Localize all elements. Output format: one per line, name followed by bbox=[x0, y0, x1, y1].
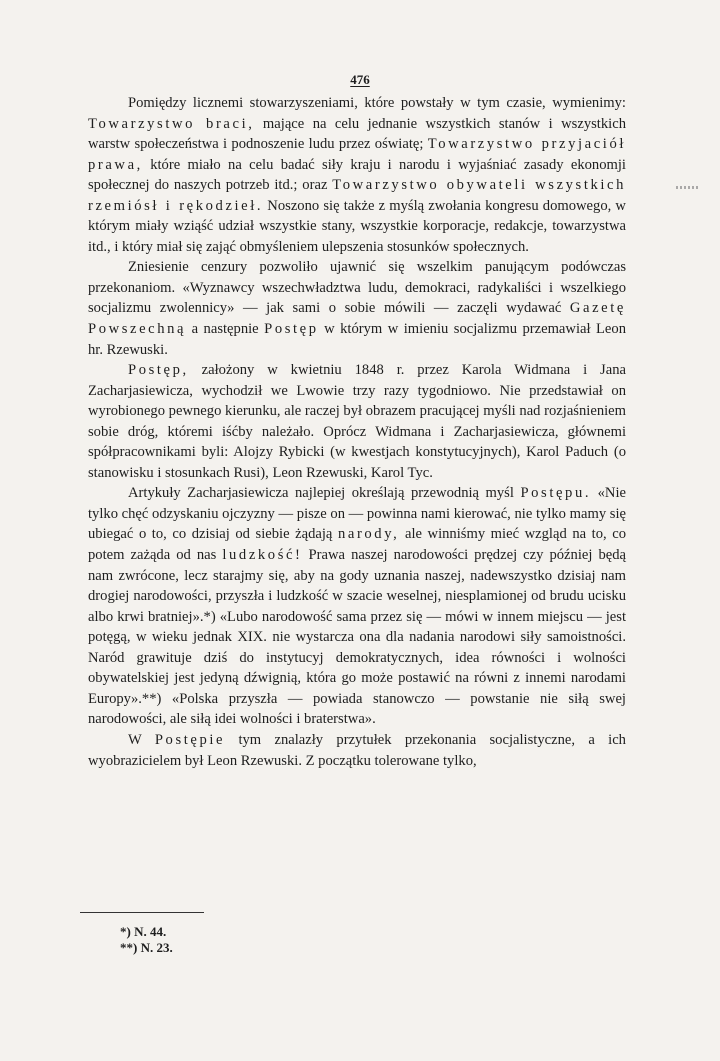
text-run: w którym w imieniu socjalizmu przemawiał Leon hr. Rzewuski. bbox=[88, 321, 626, 358]
paragraph bbox=[88, 360, 626, 483]
text-run: Artykuły Zacharjasiewicza najlepiej określają przewodnią myśl bbox=[128, 485, 521, 502]
spaced-emphasis-text: Towarzystwo braci, bbox=[88, 115, 255, 132]
spaced-emphasis-text: Postępie bbox=[154, 731, 226, 748]
text-run: Noszono się także z myślą zwołania kongresu domowego, w którym miały wziąść udział wszystkie stany, wszystkie korporacje, redakcje, towarzystwa itd., i który miał się zająć obmyśleniem ulepszenia stosunków społecznych. bbox=[88, 197, 626, 255]
text-run: W bbox=[128, 731, 155, 748]
text-run: ale winniśmy mieć wzgląd na to, co potem zażąda od nas bbox=[88, 526, 626, 564]
spaced-emphasis-text: narody, bbox=[337, 526, 400, 543]
text-run: mające na celu jednanie wszystkich stanów i wszystkich warstw społeczeństwa i podnoszenie ludu przez oświatę; bbox=[88, 115, 626, 153]
text-run: Prawa naszej narodowości prędzej czy później będą nam zwrócone, lecz starajmy się, aby na gody uznania naszej, nadewszystko dzisiaj nam drogiej narodowości, przyszła i ludzkość w szacie weselnej, niesplamionej od brudu ucisku albo krwi bratniej».*) «Lubo narodowość sama przez się — mówi w innem miejscu — jest potęgą, w wieku jednak XIX. nie wystarcza ona dla nadania narodowi siły samoistności. Naród grawituje dziś do instytucyj demokratycznych, idea równości i wolności obywatelskiej jest jedyną dźwignią, która go może postawić na równi z innemi narodami Europy».**) «Polska przyszła — powiada stanowczo — powstanie nie siłą swej narodowości, ale siłą idei wolności i braterstwa». bbox=[88, 547, 626, 728]
text-run: tym znalazły przytułek przekonania socjalistyczne, a ich wyobrazicielem był Leon Rzewuski. Z początku tolerowane tylko, bbox=[88, 731, 626, 769]
page-number: 476 bbox=[350, 72, 370, 87]
margin-mark bbox=[676, 186, 698, 189]
spaced-emphasis-text: Gazetę Powszechną bbox=[88, 300, 626, 338]
paragraph bbox=[88, 257, 626, 360]
text-run: które miało na celu badać siły kraju i narodu i wyjaśniać zasady ekonomji społecznej do naszych potrzeb itd.; oraz bbox=[88, 156, 626, 194]
spaced-emphasis-text: ludzkość! bbox=[222, 547, 303, 564]
text-run: Pomiędzy licznemi stowarzyszeniami, które powstały w tym czasie, wymienimy: bbox=[128, 95, 626, 111]
paragraph bbox=[88, 483, 626, 730]
spaced-emphasis-text: Towarzystwo obywateli wszystkich rzemiósł i rękodzieł. bbox=[88, 177, 626, 214]
text-run: Zniesienie cenzury pozwoliło ujawnić się wszelkim panującym podówczas przekonaniom. «Wyznawcy wszechwładztwa ludu, demokraci, radykaliści i wszelkiego socjalizmu zwolennicy» — jak sami o sobie mówili — zaczęli wydawać bbox=[88, 259, 626, 317]
footnote-divider bbox=[80, 912, 204, 913]
spaced-emphasis-text: Towarzystwo przyjaciół prawa, bbox=[88, 136, 626, 173]
footnote: **) N. 23. bbox=[120, 940, 173, 955]
text-run: a następnie bbox=[186, 321, 265, 338]
spaced-emphasis-text: Postępu. bbox=[520, 485, 592, 502]
spaced-emphasis-text: Postęp, bbox=[128, 362, 189, 379]
footnotes bbox=[120, 924, 173, 956]
footnote: *) N. 44. bbox=[120, 924, 167, 939]
text-run: «Nie tylko chęć odzyskaniu ojczyzny — pisze on — powinna nami kierować, nie tylko mamy się ubiegać o to, co dzisiaj od siebie żądają bbox=[88, 485, 626, 543]
body-text bbox=[88, 93, 626, 771]
paragraph bbox=[88, 730, 626, 771]
paragraph bbox=[88, 93, 626, 257]
text-run: założony w kwietniu 1848 r. przez Karola Widmana i Jana Zacharjasiewicza, wychodził we Lwowie trzy razy tygodniowo. Nie przedstawiał on wyrobionego pewnego kierunku, ale raczej był obrazem pracującej myśli nad rozjaśnieniem sobie dróg, któremi iśćby należało. Oprócz Widmana i Zacharjasiewicza, głównemi spółpracownikami byli: Alojzy Rybicki (w kwestjach konstytucyjnych), Karol Paduch (o stanowisku i stosunkach Rusi), Leon Rzewuski, Karol Tyc. bbox=[88, 362, 626, 481]
spaced-emphasis-text: Postęp bbox=[264, 321, 319, 338]
